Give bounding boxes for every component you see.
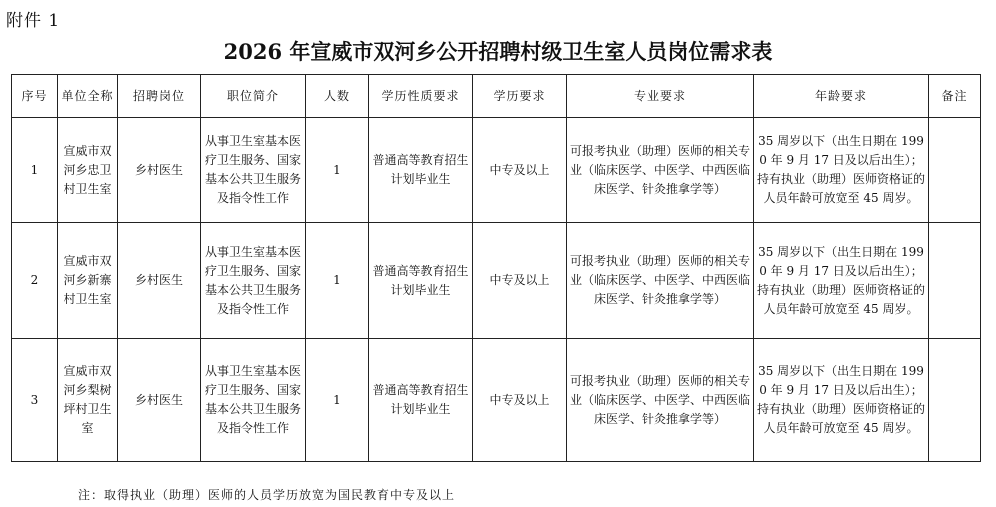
header-post: 招聘岗位 (118, 75, 201, 118)
cell-age: 35 周岁以下（出生日期在 1990 年 9 月 17 日及以后出生）；持有执业（助理）医师资格证的人员年龄可放宽至 45 周岁。 (754, 118, 929, 223)
cell-remark (929, 118, 981, 223)
header-edu-level: 学历要求 (473, 75, 567, 118)
cell-post: 乡村医生 (118, 339, 201, 462)
header-major: 专业要求 (567, 75, 754, 118)
cell-intro: 从事卫生室基本医疗卫生服务、国家基本公共卫生服务及指令性工作 (201, 339, 306, 462)
table-row (12, 118, 981, 223)
footnote: 注：取得执业（助理）医师的人员学历放宽为国民教育中专及以上 (78, 488, 456, 502)
cell-edu-level: 中专及以上 (473, 339, 567, 462)
cell-count: 1 (306, 339, 369, 462)
cell-unit: 宣威市双河乡新寨村卫生室 (58, 223, 118, 339)
cell-no: 2 (12, 223, 58, 339)
table-row (12, 223, 981, 339)
cell-unit: 宣威市双河乡忠卫村卫生室 (58, 118, 118, 223)
cell-major: 可报考执业（助理）医师的相关专业（临床医学、中医学、中西医临床医学、针灸推拿学等） (567, 339, 754, 462)
cell-post: 乡村医生 (118, 118, 201, 223)
cell-no: 3 (12, 339, 58, 462)
cell-post: 乡村医生 (118, 223, 201, 339)
cell-age: 35 周岁以下（出生日期在 1990 年 9 月 17 日及以后出生）；持有执业（助理）医师资格证的人员年龄可放宽至 45 周岁。 (754, 223, 929, 339)
attachment-label: 附件 1 (6, 11, 61, 31)
header-age: 年龄要求 (754, 75, 929, 118)
header-no: 序号 (12, 75, 58, 118)
document-title: 2026 年宣威市双河乡公开招聘村级卫生室人员岗位需求表 (223, 39, 773, 64)
cell-count: 1 (306, 223, 369, 339)
cell-unit: 宣威市双河乡梨树坪村卫生室 (58, 339, 118, 462)
cell-remark (929, 339, 981, 462)
cell-edu-level: 中专及以上 (473, 223, 567, 339)
cell-major: 可报考执业（助理）医师的相关专业（临床医学、中医学、中西医临床医学、针灸推拿学等） (567, 223, 754, 339)
cell-intro: 从事卫生室基本医疗卫生服务、国家基本公共卫生服务及指令性工作 (201, 223, 306, 339)
cell-edu-level: 中专及以上 (473, 118, 567, 223)
cell-count: 1 (306, 118, 369, 223)
cell-age: 35 周岁以下（出生日期在 1990 年 9 月 17 日及以后出生）；持有执业（助理）医师资格证的人员年龄可放宽至 45 周岁。 (754, 339, 929, 462)
cell-edu-type: 普通高等教育招生计划毕业生 (369, 339, 473, 462)
header-count: 人数 (306, 75, 369, 118)
cell-intro: 从事卫生室基本医疗卫生服务、国家基本公共卫生服务及指令性工作 (201, 118, 306, 223)
header-edu-type: 学历性质要求 (369, 75, 473, 118)
header-remark: 备注 (929, 75, 981, 118)
cell-remark (929, 223, 981, 339)
cell-edu-type: 普通高等教育招生计划毕业生 (369, 223, 473, 339)
table-header-row (12, 75, 981, 118)
table-row (12, 339, 981, 462)
cell-edu-type: 普通高等教育招生计划毕业生 (369, 118, 473, 223)
cell-no: 1 (12, 118, 58, 223)
position-requirements-table (11, 74, 981, 462)
cell-major: 可报考执业（助理）医师的相关专业（临床医学、中医学、中西医临床医学、针灸推拿学等） (567, 118, 754, 223)
header-intro: 职位简介 (201, 75, 306, 118)
header-unit: 单位全称 (58, 75, 118, 118)
